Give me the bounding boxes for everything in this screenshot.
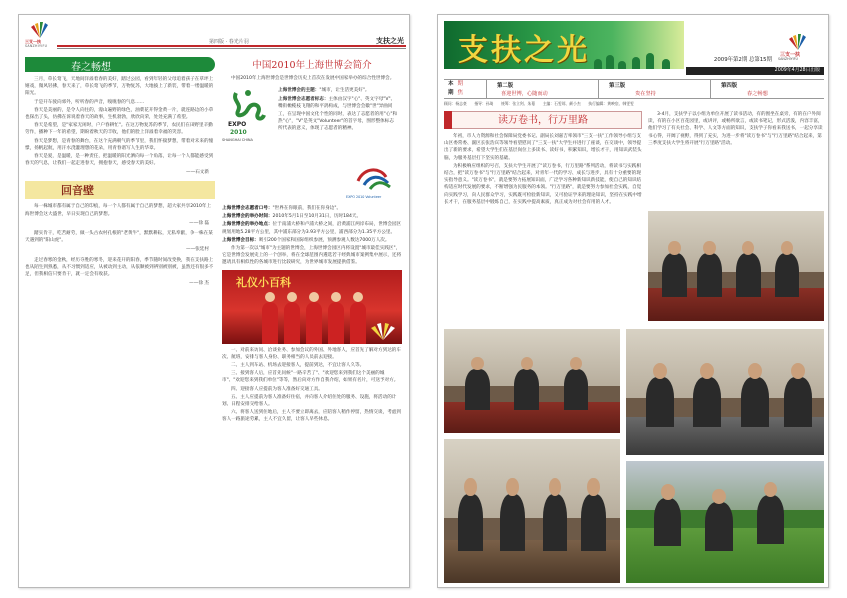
left-page-header [23, 21, 406, 51]
etiquette-item: 三、接到客人后，应首先问候"一路辛苦了"、"欢迎您来到我们这个美丽的城市"、"欢迎您来到我们单位"等等，然后向对方作自我介绍，如果有名片，可送予对方。 [222, 371, 399, 384]
index-label: 本 期 期 焦 [448, 81, 464, 96]
expo-fact: 上海世博会的举办地点：位于南浦大桥和卢浦大桥之间，沿黄浦江两岸布局，世博会园区规划用地5.28平方公里，其中浦东部分为3.93平方公里，浦西部分为1.35平方公里。 [222, 222, 402, 235]
reading-article [444, 111, 642, 207]
etiquette-photo-title: 礼仪小百科 [236, 275, 291, 289]
logo-english: SANZHIYIFU [778, 57, 798, 61]
article-paragraph: 于是开车驶向郊外，听听春的声音，嗅嗅春的气息…… [34, 99, 145, 105]
expo-headline: 中国2010年上海世博会简介 [252, 60, 372, 71]
publish-date: 2009年4月28日出版 [686, 67, 824, 75]
logo-chinese: 三支一扶 [25, 39, 41, 44]
reading-photo-1 [444, 329, 620, 433]
masthead-decor [606, 55, 614, 69]
expo-logo-year: 2010 [230, 129, 247, 136]
reading-paragraph: 3-4月，支扶学子以小组为单位开展了读书活动，有的围坐在桌旁，有的在户外阅读，有的在小区百花园里，或讲评，或畅所欲言，或读书笔记，形式活泼，内容丰富，他们学习了有关社会、科学、人文等方面的知识，支扶学子你看来我送书，一起分享读书心得，开阔了视野，得到了充实，为进一步将"读万卷书"与"行万里路"结合起来，第三季度支扶大学生将开展"行万里路"活动。 [648, 112, 823, 146]
volunteer-logo-icon [350, 163, 398, 197]
article-paragraph: 春天是梦想，是青春的舞台，在这个充满朝气的季节里，我们怀揣梦想，带着对未来的憧憬，扬帆起航，用汗水浇灌理想的花朵，用青春谱写人生的华章。 [25, 138, 214, 151]
reading-paragraph: 为积极响应组织的号召，支扶大学生开展了"读万卷书，行万里路"系列活动，将读书与实践相结合，把"读万卷书"与"行万里路"结合起来，对青年一代的学习、成长与进步，具有十分重要的现实指导意义。"读万卷书"，就是要努力拓展知识面，广泛学习各种新知识新技能，使自己的知识结构适应时代发展的要求，不断增强为民服务的本领。"行万里路"，就是要努力参加社会实践，自觉向实践学习，向人民群众学习，实践既可检验新知识，又可验证学来的理论知识，坚持在实践中增长才干，在服务基层中锻炼自己，在实践中提高素质，真正成为对社会有用的人才。 [444, 163, 642, 205]
sanzhiyifu-logo-icon [368, 321, 398, 341]
echo-author: ——徐 磊 [189, 220, 209, 226]
expo-fact: 上海世博会目标：吸引200个国家和国际组织参展，预测参观人数达7000万人次。 [222, 237, 390, 243]
echo-author: ——张廷村 [186, 247, 209, 253]
article-paragraph: 春天是美丽的，是令人向往的，漫山遍野的绿色，油菜花开得金黄一片，就连路边的小草也探出了头，仿佛在诉说着春天的故事，生机勃勃，欣欣向荣，处处充满了希望。 [25, 107, 214, 121]
reading-paragraph: 年初，市人力资源和社会保障局党委书记、副局长刘嘉吉率领市"三支一扶"工作领导小组与支山区委常委、副区长张浩宾等领导看望慰问了"三支一扶"大学生并进行了座谈，在交谈中，领导提出了新的要求，希望大学生们在基层岗位上多读书、读好书，积累知识，增长才干，用知识武装头脑，为服务基层打下坚实的基础。 [444, 134, 642, 161]
reading-photo-3 [444, 439, 620, 583]
expo-intro: 中国2010年上海世博会是世博会历史上首次在发展中国家举办的综合性世博会。 [231, 76, 395, 81]
section-title: 春之畅想 [71, 62, 111, 73]
etiquette-item: 六、将客人送到住地后，主人不要立即离去，应陪客人稍作停留，热情交谈，考虑到客人一路旅途劳累，主人不宜久留，让客人早些休息。 [222, 410, 401, 423]
left-column [25, 57, 215, 290]
masthead-decor [646, 53, 654, 69]
volunteer-label: 上海世博会志愿者标志： [278, 97, 329, 103]
volunteer-logo-caption: EXPO 2010 Volunteer [346, 195, 382, 199]
etiquette-photo [222, 270, 402, 344]
right-page [437, 14, 829, 588]
issue-index [444, 79, 824, 99]
volunteer-value: 主体由汉字"心"、英文字母"V"、嘴衔橄榄枝飞翔的和平鸽构成，与世博会会徽"世"异曲同工，在呈现中国文化个性的同时，表达了志愿者的用"心"和热"心"，"V"是英文"Volunteer"的首字母，图形整体标志所代表的意义，体现了志愿者的精神。 [278, 97, 398, 132]
hostess-figure [350, 302, 366, 344]
right-page-header [438, 15, 829, 107]
echo-author: ——徐 杰 [189, 281, 209, 287]
theme-label: 上海世博会的主题： [278, 88, 320, 93]
etiquette-item: 二、主人到车站、机场去迎接客人，提前到达，不宜让客人久等。 [231, 363, 365, 369]
header-rule-thin [57, 48, 406, 49]
reading-article-continued [648, 111, 824, 148]
article-paragraph: 三月，草长莺飞，天地间洋溢着春的美好，踏过公园，看到年轻的父母追着孩子在草坪上嬉戏，微风轻拂，春天来了，草长莺飞的季节，万物复苏，大地披上了新装，带着一缕温暖的阳光。 [25, 77, 214, 97]
article-body [25, 76, 215, 167]
reading-headline: 读万卷书，行万里路 [444, 111, 642, 129]
echo-paragraph: 走过春寒的金秋，经历夺胜的寒冬，迎来花开的阳春，季节随时间改变换，我在支扶路上也从陌生到熟悉，从不习惯到适应，从被动到主动，从依顺被到辨别被别被，虽然还有很多不足，但我相信只要肯干，就一定会有收获。 [25, 257, 214, 278]
expo-theme-text [278, 87, 398, 133]
hostess-figure [262, 302, 278, 344]
reading-body [444, 133, 642, 206]
page-section-label: 第四版 · 春光片羽 [209, 39, 249, 45]
etiquette-item: 五、主人应提前为客人准备好住宿，并向客人介绍住处的服务、设施，将活动的计划、日程安排交给客人。 [222, 394, 397, 408]
article-paragraph: 春天是爱，是温暖，是一种责任，把温暖的阳光洒向每一个角落，让每一个人都能感受到春天的气息，让我们一起走进春天，拥抱春天，感受春天的美好。 [25, 154, 214, 167]
expo-fact: 上海世博会志愿者口号："世界在你眼前，我们在你身边"。 [222, 206, 342, 211]
echo-paragraph: 每一株城市都有属于自己的印痕，每一个人都有属于自己的梦想，超大家共享2010年上海世博会这大盛世，早日实现自己的梦想。 [25, 204, 212, 217]
theme-value: "城市，让生活更美好"。 [319, 88, 370, 93]
logo-english: SANZHIYIFU [25, 44, 48, 48]
outdoor-reading-photo [626, 461, 824, 583]
masthead [444, 21, 684, 69]
header-rule [57, 45, 406, 47]
index-cell-page4: 第四版 春之畅想 [710, 80, 824, 99]
right-logo [774, 33, 824, 63]
expo-intro-block [222, 75, 402, 199]
section-title: 回音壁 [61, 184, 94, 198]
masthead-decor [632, 57, 640, 69]
index-cell-page3: 第三版 贵在坚持 [598, 80, 710, 99]
article-author: ——石文新 [186, 170, 209, 176]
reading-photo-2 [626, 329, 824, 455]
sanzhiyifu-logo-icon [29, 21, 51, 39]
hostess-figure [328, 302, 344, 344]
meeting-photo [648, 211, 824, 321]
expo-summary: 作为第一次以"城市"为主题的世博会，上海世博会园区内将设置"城市最佳实践区"，它是世博会发展史上的一个创举，将在全球范围内遴选若干经典城市案例集中展示，还将邀请具有相似性的各城市进行比较研究，为世界城市发展提供借鉴。 [222, 246, 402, 266]
article-paragraph: 春天是希望，是"家家无闲时，户户春耕忙"。在这万物复苏的季节，农民们在田野里辛勤劳作，播种下一年的希望，期盼着秋天的丰收，他们的脸上洋溢着幸福的笑容。 [25, 123, 213, 136]
masthead-title: 支扶之光 [458, 33, 590, 68]
masthead-decor [662, 59, 670, 69]
expo-logo-city: SHANGHAI CHINA [222, 138, 253, 142]
paper-name: 支扶之光 [376, 36, 404, 45]
logo-chinese: 三支一扶 [780, 52, 801, 58]
hostess-figure [284, 302, 300, 344]
reading-body-continued [648, 111, 824, 147]
sanzhiyifu-logo-icon [786, 33, 810, 51]
section-banner-echo [25, 181, 215, 199]
editorial-staff: 顾问：杨志豪 指导：孙琦 统筹：张立剑、朱蔓 主编：石雯琼、颜小杰 执行编辑：黄映宸、韩雯雯 [444, 101, 634, 106]
expo-fact: 上海世博会的举办时间：2010年5月1日至10月31日，历时184天。 [222, 214, 362, 220]
index-cell-page2: 第二版 喜迎世博，心随而动 [486, 80, 598, 99]
echo-body [25, 203, 215, 287]
etiquette-list [222, 347, 402, 424]
right-column [222, 57, 402, 425]
hostess-figure [306, 302, 322, 344]
expo-facts [222, 205, 402, 267]
masthead-decor [594, 59, 602, 69]
etiquette-item: 四、迎接客人应提前为客人准备好交通工具。 [231, 386, 323, 392]
etiquette-item: 一、对前来访问、洽谈业务、参加会议的外国、外地客人，应首先了解对方到达的车次、航班，安排与客人身份、职务相当的人员前去迎接。 [222, 347, 401, 360]
issue-line: 2009年第2期 总第15期 [713, 57, 772, 63]
echo-paragraph: 踏实肯干，吃苦耐劳，做一头古农村孔根的"老黄牛"，默默耕耘，无私奉献，争一株在某天遇到的"阳山虎"。 [25, 231, 213, 244]
expo-logo-text: EXPO [228, 121, 247, 128]
left-page [18, 14, 410, 588]
section-banner-spring [25, 57, 215, 72]
masthead-decor [618, 61, 626, 69]
